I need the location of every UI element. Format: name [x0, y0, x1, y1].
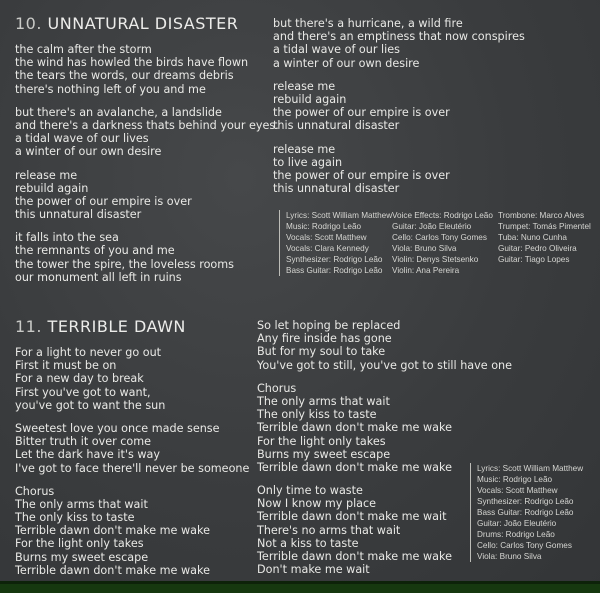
- lyric-line: release me: [15, 168, 78, 182]
- credit-entry: Guitar: Tiago Lopes: [498, 255, 570, 264]
- lyric-line: a tidal wave of our lives: [15, 132, 149, 146]
- credit-entry: Viola: Bruno Silva: [392, 244, 457, 253]
- lyric-line: the power of our empire is over: [273, 106, 450, 120]
- lyric-line: Terrible dawn don't make me wake: [257, 460, 452, 474]
- credit-entry: Violin: Ana Pereira: [392, 266, 460, 275]
- page-bottom-strip: [0, 581, 600, 593]
- credit-entry: Lyrics: Scott William Matthew: [286, 211, 393, 220]
- credit-entry: Bass Guitar: Rodrigo Leão: [477, 508, 574, 517]
- lyric-line: For a light to never go out: [15, 346, 162, 359]
- lyric-line: but there's an avalanche, a landslide: [15, 105, 222, 119]
- credit-entry: Tuba: Nuno Cunha: [498, 233, 567, 242]
- credit-entry: Cello: Carlos Tony Gomes: [477, 541, 572, 550]
- credit-entry: Bass Guitar: Rodrigo Leão: [286, 266, 383, 275]
- song-10-title: UNNATURAL DISASTER: [47, 14, 239, 33]
- stanza-break: [273, 133, 525, 143]
- song-11-title: TERRIBLE DAWN: [47, 317, 186, 336]
- stanza-break: [15, 159, 279, 169]
- credit-entry: Violin: Denys Stetsenko: [392, 255, 479, 264]
- credits-column: [498, 210, 594, 265]
- song-10-credits: [279, 210, 594, 276]
- credit-entry: Vocals: Scott Matthew: [286, 233, 367, 242]
- lyric-line: So let hoping be replaced: [257, 319, 401, 332]
- lyric-line: a winter of our own desire: [273, 56, 420, 70]
- lyric-line: the calm after the storm: [15, 43, 152, 56]
- song-11-number: 11.: [15, 317, 42, 336]
- lyric-line: this unnatural disaster: [273, 119, 400, 133]
- credits-column: [286, 210, 392, 276]
- lyric-line: First it must be on: [15, 359, 117, 373]
- song-11-credits: [470, 463, 597, 562]
- lyric-line: First you've got to want,: [15, 385, 151, 399]
- credit-entry: Vocals: Scott Matthew: [477, 486, 558, 495]
- lyric-line: and there's an emptiness that now conspires: [273, 30, 525, 44]
- stanza-break: [15, 221, 279, 231]
- lyric-line: You've got to still, you've got to still have one: [257, 358, 513, 372]
- credit-entry: Cello: Carlos Tony Gomes: [392, 233, 487, 242]
- lyric-line: this unnatural disaster: [15, 208, 142, 222]
- credit-entry: Trumpet: Tomás Pimentel: [498, 222, 591, 231]
- lyric-line: The only kiss to taste: [257, 408, 377, 422]
- lyric-line: the wind has howled the birds have flown: [15, 56, 249, 70]
- lyric-line: it falls into the sea: [15, 231, 119, 245]
- credits-column: [477, 463, 597, 562]
- credit-entry: Lyrics: Scott William Matthew: [477, 464, 584, 473]
- lyric-line: Let the dark have it's way: [15, 448, 160, 462]
- lyric-line: For the light only takes: [257, 434, 386, 448]
- lyric-line: the tears the words, our dreams debris: [15, 69, 234, 83]
- credit-entry: Synthesizer: Rodrigo Leão: [477, 497, 574, 506]
- lyric-line: Chorus: [257, 381, 297, 395]
- credit-entry: Guitar: Pedro Oliveira: [498, 244, 577, 253]
- credits-column: [392, 210, 498, 276]
- lyric-line: the tower the spire, the loveless rooms: [15, 257, 234, 271]
- lyric-line: I've got to face there'll never be someone: [15, 461, 250, 475]
- lyric-line: Terrible dawn don't make me wake: [15, 524, 210, 538]
- song-11-heading: [15, 317, 186, 336]
- lyric-line: Sweetest love you once made sense: [15, 421, 220, 435]
- credit-entry: Guitar: João Eleutério: [392, 222, 472, 231]
- lyric-line: there's nothing left of you and me: [15, 82, 206, 96]
- lyric-line: rebuild again: [15, 181, 89, 195]
- credit-entry: Drums: Rodrigo Leão: [477, 530, 555, 539]
- credit-entry: Vocals: Clara Kennedy: [286, 244, 369, 253]
- stanza-break: [273, 70, 525, 80]
- lyric-line: to live again: [273, 155, 343, 169]
- stanza-break: [15, 475, 249, 485]
- lyric-line: the power of our empire is over: [15, 194, 192, 208]
- lyric-line: the remnants of you and me: [15, 244, 175, 258]
- credit-entry: Music: Rodrigo Leão: [286, 222, 362, 231]
- lyric-line: and there's a darkness thats behind your eyes.: [15, 118, 279, 132]
- lyric-line: Terrible dawn don't make me wait: [257, 510, 447, 524]
- lyric-line: you've got to want the sun: [15, 398, 166, 412]
- lyric-line: Bitter truth it over come: [15, 435, 152, 449]
- lyric-line: but there's a hurricane, a wild fire: [273, 17, 463, 30]
- lyric-line: Not a kiss to taste: [257, 536, 359, 550]
- lyric-line: Terrible dawn don't make me wake: [15, 563, 210, 577]
- lyric-line: Only time to waste: [257, 484, 363, 498]
- song-10-number: 10.: [15, 14, 42, 33]
- lyric-line: But for my soul to take: [257, 345, 386, 359]
- lyric-line: the power of our empire is over: [273, 168, 450, 182]
- lyric-line: The only arms that wait: [15, 497, 148, 511]
- lyric-line: this unnatural disaster: [273, 182, 400, 196]
- credit-entry: Viola: Bruno Silva: [477, 552, 542, 561]
- lyric-line: release me: [273, 142, 336, 156]
- lyric-line: There's no arms that wait: [257, 523, 401, 537]
- lyric-line: Chorus: [15, 484, 55, 498]
- credit-entry: Guitar: João Eleutério: [477, 519, 557, 528]
- lyric-line: a tidal wave of our lies: [273, 43, 400, 57]
- lyric-line: The only arms that wait: [257, 394, 390, 408]
- lyric-line: Burns my sweet escape: [257, 447, 391, 461]
- song-10-lyrics-right: [273, 17, 525, 195]
- lyric-line: Terrible dawn don't make me wake: [257, 421, 452, 435]
- lyric-line: a winter of our own desire: [15, 145, 162, 159]
- credit-entry: Music: Rodrigo Leão: [477, 475, 553, 484]
- lyric-line: For the light only takes: [15, 537, 144, 551]
- stanza-break: [15, 96, 279, 106]
- credit-entry: Voice Effects: Rodrigo Leão: [392, 211, 493, 220]
- song-10-lyrics-left: [15, 43, 279, 284]
- lyric-line: Don't make me wait: [257, 563, 370, 577]
- song-10-heading: [15, 14, 238, 33]
- lyric-line: Any fire inside has gone: [257, 332, 392, 346]
- lyric-line: release me: [273, 79, 336, 93]
- stanza-break: [257, 372, 512, 382]
- lyric-line: Burns my sweet escape: [15, 550, 149, 564]
- lyric-line: Terrible dawn don't make me wake: [257, 550, 452, 563]
- lyric-line: our monument all left in ruins: [15, 270, 182, 284]
- lyric-line: Now I know my place: [257, 497, 377, 511]
- stanza-break: [15, 412, 249, 422]
- credit-entry: Trombone: Marco Alves: [498, 211, 585, 220]
- lyric-line: The only kiss to taste: [15, 511, 135, 525]
- song-11-lyrics-left: [15, 346, 249, 577]
- credit-entry: Synthesizer: Rodrigo Leão: [286, 255, 383, 264]
- lyric-line: For a new day to break: [15, 372, 144, 386]
- lyric-line: rebuild again: [273, 92, 347, 106]
